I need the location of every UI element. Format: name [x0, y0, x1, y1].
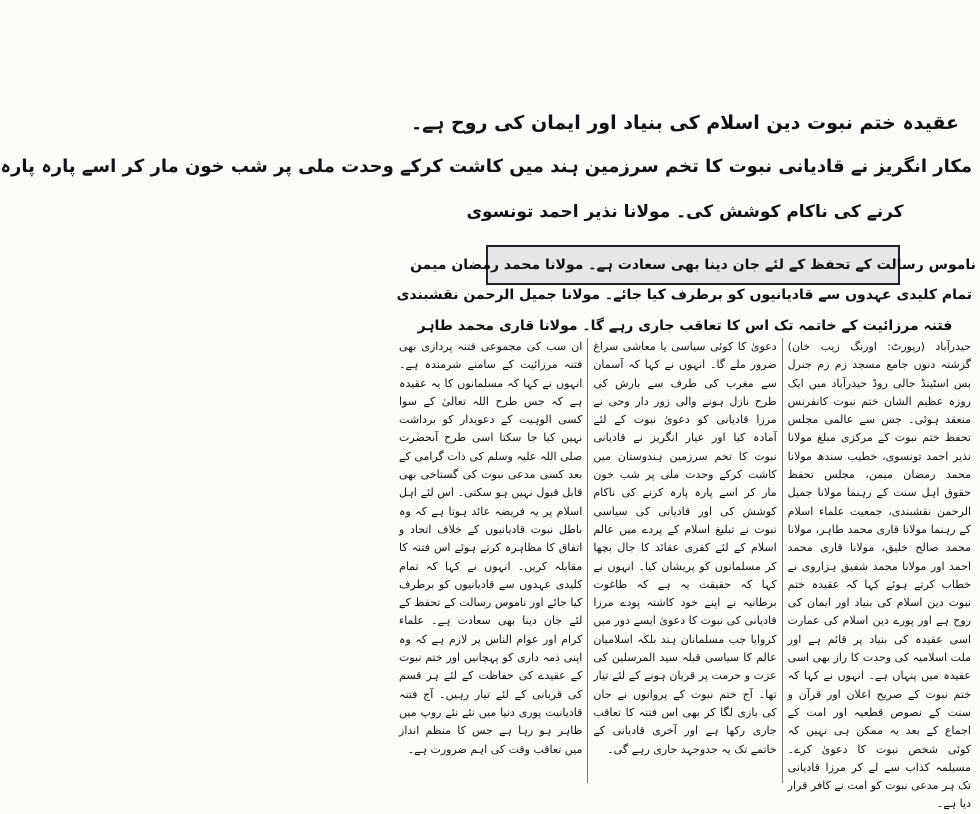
main-headline: عقیدہ ختم نبوت دین اسلام کی بنیاد اور ایمان کی روح ہے۔ [411, 112, 959, 134]
article-column-middle [588, 338, 782, 783]
secondary-headline: مکار انگریز نے قادیانی نبوت کا تخم سرزمین ہند میں کاشت کرکے وحدت ملی پر شب خون مار کر اسے پارہ پارہ [0, 156, 972, 177]
subheadline-second: تمام کلیدی عہدوں سے قادیانیوں کو برطرف کیا جائے۔ مولانا جمیل الرحمن نقشبندی [396, 287, 972, 303]
article-text: حیدرآباد (رپورٹ: اورنگ زیب خان) گزشتہ دنوں جامع مسجد زم زم جنرل بس اسٹینڈ حالی روڈ حیدرآباد میں ایک روزہ عظیم الشان ختم نبوت کانفرنس منعقد ہوئی۔ جس سے عالمی مجلس تحفظ ختم نبوت کے مرکزی مبلغ مولانا نذیر احمد تونسوی، خطیب سندھ مولانا محمد رمضان میمن، مجلس تحفظ حقوق اہل سنت کے رہنما مولانا جمیل الرحمن نقشبندی، جمعیت علماء اسلام کے رہنما مولانا قاری محمد طاہر، مولانا محمد صالح خلیق، مولانا قاری محمد احمد اور مولانا محمد شفیق ہزاروی نے خطاب کرتے ہوئے کہا کہ عقیدہ ختم نبوت دین اسلام کی بنیاد اور ایمان کی روح ہے اور پورے دین اسلام کی عمارت اسی عقیدہ کی بنیاد پر قائم ہے اور ملت اسلامیہ کی وحدت کا راز بھی اسی عقیدہ میں پنہاں ہے۔ انہوں نے کہا کہ ختم نبوت کے صریح اعلان اور قرآن و سنت کے نصوص قطعیہ اور امت کے اجماع کے بعد یہ ممکن ہی نہیں کہ کوئی شخص نبوت کا دعویٰ کرے۔ مسیلمہ کذاب سے لے کر مرزا قادیانی تک ہر مدعی نبوت کو امت نے کافر قرار دیا ہے۔ [787, 340, 971, 811]
boxed-subheadline: ناموس رسالت کے تحفظ کے لئے جان دینا بھی سعادت ہے۔ مولانا محمد رمضان میمن [486, 245, 900, 285]
article-columns [394, 338, 976, 811]
subheadline-third: فتنہ مرزائیت کے خاتمہ تک اس کا تعاقب جاری رہے گا۔ مولانا قاری محمد طاہر [417, 318, 953, 334]
article-text: ان سب کی مجموعی فتنہ پردازی بھی فتنہ مرزائیت کے سامنے شرمندہ ہے۔ انہوں نے کہا کہ مسلمانوں کا یہ عقیدہ ہے کہ جس طرح اللہ تعالیٰ کے سوا کسی الوہیت کے دعویدار کو برداشت نہیں کیا جا سکتا اسی طرح آنحضرت صلی اللہ علیہ وسلم کی ذات گرامی کے بعد کسی مدعی نبوت کی گستاخی بھی قابل قبول نہیں ہو سکتی۔ اس لئے اہل اسلام پر یہ فریضہ عائد ہوتا ہے کہ وہ باطل نبوت قادیانیوں کے خلاف اتحاد و اتفاق کا مظاہرہ کرتے ہوئے اس فتنہ کا مقابلہ کریں۔ انہوں نے کہا کہ تمام کلیدی عہدوں سے قادیانیوں کو برطرف کیا جائے اور ناموس رسالت کے تحفظ کے لئے جان دینا بھی سعادت ہے۔ علماء کرام اور عوام الناس پر لازم ہے کہ وہ اپنی ذمہ داری کو پہچانیں اور ختم نبوت کے عقیدے کی حفاظت کے لئے ہر قسم کی قربانی کے لئے تیار رہیں۔ آج فتنہ قادیانیت پوری دنیا میں نئے نئے روپ میں ظاہر ہو رہا ہے جس کا منظم انداز میں تعاقب وقت کی اہم ضرورت ہے۔ [399, 340, 583, 756]
article-column-left [394, 338, 588, 783]
article-text: دعویٰ کا کوئی سیاسی یا معاشی سراغ ضرور ملے گا۔ انہوں نے کہا کہ آسمان سے مغرب کی طرف سے بارش کی طرح نازل ہونے والی زور دار وحی نے مرزا قادیانی کو دعویٰ نبوت کے لئے آمادہ کیا اور عیار انگریز نے قادیانی نبوت کا تخم سرزمین ہندوستان میں کاشت کرکے وحدت ملی پر شب خون مار کر اسے پارہ پارہ کرنے کی ناکام کوشش کی اور قادیانی کی سیاسی نبوت نے تبلیغ اسلام کے پردے میں عالم اسلام کے لئے کفری عقائد کا جال بچھا کر مسلمانوں کو پریشان کیا۔ انہوں نے کہا کہ حقیقت یہ ہے کہ طاغوت برطانیہ نے اپنے خود کاشتہ پودے مرزا قادیانی کی نبوت کا دعویٰ ایسے دور میں کروایا جب مسلمانان ہند بلکہ اسلامیان عالم کا سیاسی قبلہ سید المرسلین کی عزت و حرمت پر قربان ہونے کے لئے تیار تھا۔ آج ختم نبوت کے پروانوں نے جان کی بازی لگا کر بھی اس فتنہ کا تعاقب جاری رکھا ہے اور آخری قادیانی کے خاتمے تک یہ جدوجہد جاری رہے گی۔ [593, 340, 777, 756]
article-column-right [783, 338, 976, 811]
tertiary-headline: کرنے کی ناکام کوشش کی۔ مولانا نذیر احمد تونسوی [466, 202, 904, 222]
